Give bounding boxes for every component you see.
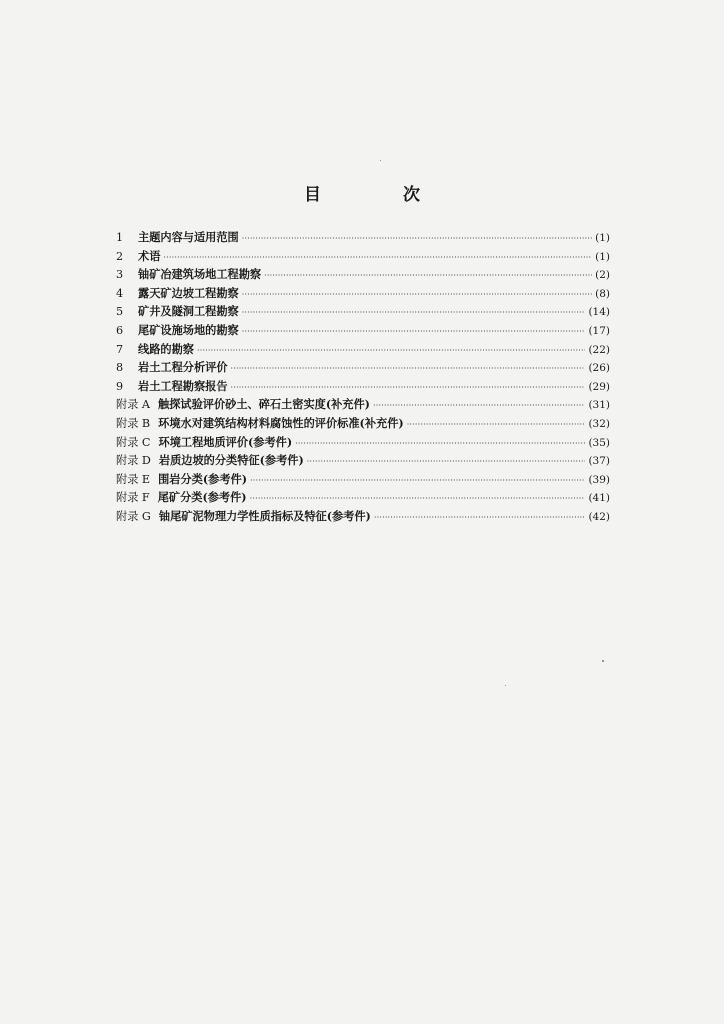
toc-entry-title: 铀矿冶建筑场地工程勘察 (138, 267, 262, 282)
toc-entry-number: 9 (116, 379, 124, 393)
toc-entry-title: 环境工程地质评价(参考件) (158, 434, 293, 449)
toc-entry (116, 488, 610, 507)
toc-entry-page: (1) (595, 232, 610, 244)
toc-entry-number: 4 (116, 286, 124, 300)
toc-entry-title: 环境水对建筑结构材料腐蚀性的评价标准(补充件) (158, 415, 404, 430)
toc-leader-dots (231, 360, 586, 377)
toc-entry-page: (41) (588, 492, 610, 505)
table-of-contents (116, 228, 610, 526)
toc-entry (116, 414, 610, 433)
toc-entry-page: (17) (588, 324, 610, 337)
toc-entry (116, 265, 610, 284)
toc-leader-dots (250, 472, 585, 489)
toc-entry (116, 284, 610, 303)
scan-speck (505, 685, 506, 686)
toc-entry-title: 主题内容与适用范围 (138, 230, 239, 244)
toc-leader-dots (231, 379, 586, 396)
toc-entry-title: 露天矿边坡工程勘察 (138, 285, 239, 300)
toc-entry-title: 岩质边坡的分类特征(参考件) (158, 453, 304, 468)
toc-entry-title: 术语 (138, 248, 161, 263)
toc-entry (116, 451, 610, 470)
toc-entry-number: 8 (116, 361, 124, 375)
toc-entry-page: (37) (588, 455, 610, 468)
toc-entry-number: 附录 G (116, 509, 151, 523)
toc-leader-dots (295, 435, 585, 452)
toc-entry-number: 2 (116, 249, 124, 263)
toc-leader-dots (242, 230, 592, 247)
toc-leader-dots (242, 323, 586, 340)
toc-entry-page: (31) (588, 399, 610, 412)
toc-entry-title: 铀尾矿泥物理力学性质指标及特征(参考件) (158, 508, 371, 523)
toc-entry-number: 附录 F (116, 491, 150, 505)
toc-entry (116, 228, 610, 247)
toc-entry (116, 433, 610, 452)
toc-leader-dots (407, 416, 586, 433)
toc-entry (116, 470, 610, 489)
toc-entry-number: 6 (116, 323, 124, 337)
toc-leader-dots (163, 249, 592, 266)
toc-entry (116, 377, 610, 396)
toc-entry-page: (29) (588, 380, 610, 393)
toc-leader-dots (373, 397, 585, 414)
toc-entry-title: 尾矿设施场地的勘察 (138, 322, 239, 337)
toc-entry (116, 247, 610, 266)
page-title: 目 次 (304, 185, 458, 205)
toc-entry-page: (39) (588, 473, 610, 486)
toc-entry-page: (35) (588, 436, 610, 449)
toc-entry-number: 5 (116, 305, 124, 319)
toc-entry (116, 395, 610, 414)
toc-leader-dots (307, 453, 586, 470)
toc-leader-dots (264, 267, 592, 284)
toc-entry-page: (14) (588, 306, 610, 319)
toc-entry-number: 附录 C (116, 435, 151, 449)
toc-leader-dots (242, 304, 586, 321)
toc-entry-title: 尾矿分类(参考件) (157, 490, 247, 505)
toc-entry-number: 7 (116, 342, 124, 356)
toc-entry-page: (42) (588, 510, 610, 523)
toc-entry-title: 岩土工程分析评价 (138, 360, 228, 375)
toc-entry-number: 附录 E (116, 472, 151, 486)
toc-entry-title: 触探试验评价砂土、碎石土密实度(补充件) (158, 397, 370, 412)
toc-entry-title: 围岩分类(参考件) (158, 471, 248, 486)
toc-entry-page: (22) (588, 343, 610, 356)
toc-entry (116, 358, 610, 377)
toc-entry-number: 1 (116, 231, 124, 244)
toc-entry-page: (32) (588, 417, 610, 430)
toc-leader-dots (250, 490, 586, 507)
toc-leader-dots (197, 342, 585, 359)
toc-entry-page: (2) (595, 269, 610, 282)
scan-speck (602, 660, 604, 662)
toc-entry (116, 302, 610, 321)
toc-entry-page: (1) (595, 250, 610, 263)
toc-entry-page: (8) (595, 287, 610, 300)
toc-entry-number: 附录 B (116, 416, 151, 430)
toc-entry-title: 线路的勘察 (138, 341, 194, 356)
toc-entry (116, 340, 610, 359)
toc-leader-dots (374, 509, 586, 526)
toc-entry-number: 附录 A (116, 398, 151, 412)
toc-entry-number: 3 (116, 268, 124, 282)
toc-entry (116, 321, 610, 340)
toc-entry (116, 507, 610, 526)
toc-entry-title: 岩土工程勘察报告 (138, 378, 228, 393)
toc-entry-page: (26) (588, 362, 610, 375)
scan-speck (380, 160, 381, 161)
toc-leader-dots (242, 286, 592, 303)
toc-entry-number: 附录 D (116, 454, 151, 468)
toc-entry-title: 矿井及隧洞工程勘察 (138, 304, 239, 319)
